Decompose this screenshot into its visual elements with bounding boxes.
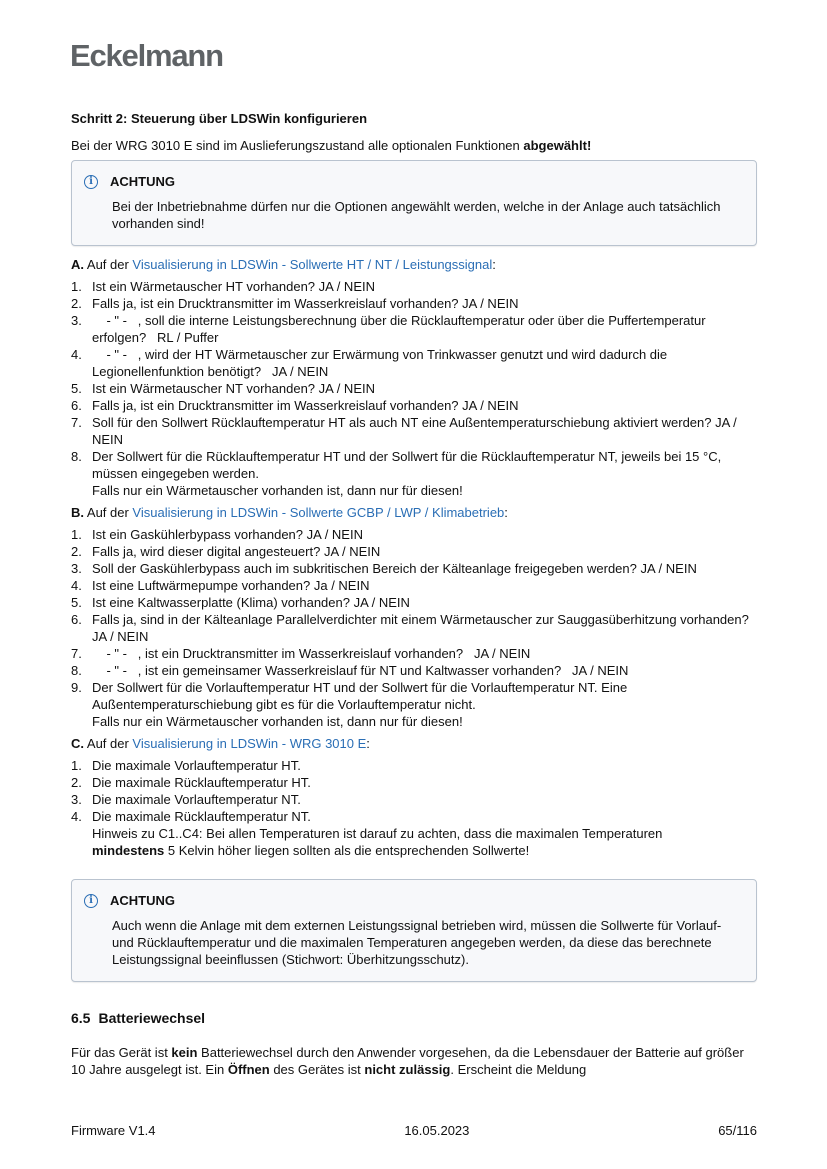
- text-run: Für das Gerät ist: [71, 1045, 172, 1060]
- warning-note: [71, 879, 757, 982]
- intro-text: Bei der WRG 3010 E sind im Auslieferungszustand alle optionalen Funktionen: [71, 138, 524, 153]
- warning-note: [71, 160, 757, 246]
- item-text: Der Sollwert für die Rücklauftemperatur HT und der Sollwert für die Rücklauftemperatur NT, jeweils bei 15 °C, müssen eingegeben werden.: [92, 449, 722, 481]
- list-item: [71, 577, 757, 594]
- item-number: 1.: [71, 527, 82, 542]
- list-item: [71, 278, 757, 295]
- item-text: Der Sollwert für die Vorlauftemperatur HT und der Sollwert für die Vorlauftemperatur NT. Eine Außentemperaturschiebung gibt es für die Vorlauftemperatur nicht.: [92, 680, 628, 712]
- item-number: 6.: [71, 398, 82, 413]
- item-number: 2.: [71, 296, 82, 311]
- item-number: 2.: [71, 544, 82, 559]
- item-number: 9.: [71, 680, 82, 695]
- section-a-heading: [71, 256, 757, 273]
- item-number: 2.: [71, 775, 82, 790]
- list-item: [71, 380, 757, 397]
- item-number: 4.: [71, 809, 82, 824]
- footer-date: 16.05.2023: [404, 1123, 470, 1138]
- section-a-list: [71, 278, 757, 499]
- intro-paragraph: [71, 137, 757, 154]
- section-b-heading: [71, 504, 757, 521]
- section-suffix: :: [504, 505, 508, 520]
- section-title: Batteriewechsel: [98, 1010, 206, 1026]
- item-number: 3.: [71, 792, 82, 807]
- item-text: - " - , ist ein Drucktransmitter im Wasserkreislauf vorhanden? JA / NEIN: [92, 646, 531, 661]
- item-number: 4.: [71, 578, 82, 593]
- list-item: [71, 414, 757, 448]
- footer-page-number: 65/116: [718, 1123, 757, 1138]
- list-item: [71, 645, 757, 662]
- note-title: ACHTUNG: [110, 174, 175, 189]
- item-number: 5.: [71, 381, 82, 396]
- section-suffix: :: [366, 736, 370, 751]
- hint-bold: mindestens: [92, 843, 165, 858]
- intro-bold: abgewählt!: [523, 138, 592, 153]
- section-c-heading: [71, 735, 757, 752]
- item-text: Falls ja, ist ein Drucktransmitter im Wasserkreislauf vorhanden? JA / NEIN: [92, 398, 519, 413]
- item-text-wrap: [92, 679, 757, 730]
- list-item: [71, 526, 757, 543]
- item-text: Ist ein Gaskühlerbypass vorhanden? JA / NEIN: [92, 527, 363, 542]
- bold-run: Öffnen: [227, 1062, 270, 1077]
- item-text: Die maximale Rücklauftemperatur HT.: [92, 775, 311, 790]
- bold-run: nicht zulässig: [364, 1062, 451, 1077]
- item-number: 7.: [71, 646, 82, 661]
- section-prefix: Auf der: [84, 257, 133, 272]
- list-item: [71, 774, 757, 791]
- note-header: [84, 173, 740, 190]
- item-text: Soll für den Sollwert Rücklauftemperatur HT als auch NT eine Außentemperaturschiebung aktiviert werden? JA / NEIN: [92, 415, 737, 447]
- item-number: 8.: [71, 449, 82, 464]
- list-item: [71, 679, 757, 730]
- list-item: [71, 346, 757, 380]
- item-text: Soll der Gaskühlerbypass auch im subkritischen Bereich der Kälteanlage freigegeben werden? JA / NEIN: [92, 561, 697, 576]
- section-prefix: Auf der: [84, 505, 133, 520]
- eckelmann-logo: Eckelmann: [70, 38, 223, 73]
- item-text: Falls ja, wird dieser digital angesteuert? JA / NEIN: [92, 544, 381, 559]
- item-text: - " - , ist ein gemeinsamer Wasserkreislauf für NT und Kaltwasser vorhanden? JA / NEIN: [92, 663, 629, 678]
- item-text: Falls ja, ist ein Drucktransmitter im Wasserkreislauf vorhanden? JA / NEIN: [92, 296, 519, 311]
- hint-text: Hinweis zu C1..C4: Bei allen Temperaturen ist darauf zu achten, dass die maximalen Temperaturen: [92, 826, 663, 841]
- list-item: [71, 757, 757, 774]
- section-heading: [71, 1009, 757, 1027]
- item-number: 5.: [71, 595, 82, 610]
- item-number: 1.: [71, 758, 82, 773]
- section-letter: B.: [71, 505, 84, 520]
- item-number: 7.: [71, 415, 82, 430]
- footer-firmware: Firmware V1.4: [71, 1123, 156, 1138]
- section-b-link[interactable]: Visualisierung in LDSWin - Sollwerte GCBP / LWP / Klimabetrieb: [132, 505, 505, 520]
- hint-rest: 5 Kelvin höher liegen sollten als die entsprechenden Sollwerte!: [164, 843, 530, 858]
- note-body: Bei der Inbetriebnahme dürfen nur die Optionen angewählt werden, welche in der Anlage auch tatsächlich vorhanden sind!: [112, 199, 721, 231]
- item-number: 1.: [71, 279, 82, 294]
- item-text: Die maximale Rücklauftemperatur NT.: [92, 809, 311, 824]
- item-text: Ist eine Luftwärmepumpe vorhanden? Ja / NEIN: [92, 578, 370, 593]
- item-text: Ist ein Wärmetauscher NT vorhanden? JA / NEIN: [92, 381, 375, 396]
- battery-paragraph: [71, 1044, 757, 1078]
- info-icon: i: [84, 894, 98, 908]
- list-item: [71, 312, 757, 346]
- item-extra: Falls nur ein Wärmetauscher vorhanden ist, dann nur für diesen!: [92, 714, 463, 729]
- item-number: 3.: [71, 561, 82, 576]
- item-text: Die maximale Vorlauftemperatur NT.: [92, 792, 301, 807]
- text-run: . Erscheint die Meldung: [450, 1062, 587, 1077]
- list-item: [71, 560, 757, 577]
- list-item: [71, 295, 757, 312]
- list-item: [71, 594, 757, 611]
- item-number: 8.: [71, 663, 82, 678]
- list-item: [71, 662, 757, 679]
- list-item: [71, 808, 757, 859]
- item-text: Ist ein Wärmetauscher HT vorhanden? JA / NEIN: [92, 279, 375, 294]
- section-a-link[interactable]: Visualisierung in LDSWin - Sollwerte HT / NT / Leistungssignal: [132, 257, 493, 272]
- item-number: 4.: [71, 347, 82, 362]
- note-header: [84, 892, 740, 909]
- text-run: des Gerätes ist: [269, 1062, 365, 1077]
- item-text: Falls ja, sind in der Kälteanlage Parallelverdichter mit einem Wärmetauscher zur Sauggasüberhitzung vorhanden? JA / NEIN: [92, 612, 749, 644]
- info-icon: i: [84, 175, 98, 189]
- item-extra: Falls nur ein Wärmetauscher vorhanden ist, dann nur für diesen!: [92, 483, 463, 498]
- step-title: Schritt 2: Steuerung über LDSWin konfigurieren: [71, 111, 368, 126]
- section-number: 6.5: [71, 1010, 91, 1026]
- list-item: [71, 611, 757, 645]
- list-item: [71, 791, 757, 808]
- bold-run: kein: [171, 1045, 198, 1060]
- note-title: ACHTUNG: [110, 893, 175, 908]
- section-letter: C.: [71, 736, 84, 751]
- list-item: [71, 448, 757, 499]
- item-number: 6.: [71, 612, 82, 627]
- item-text: - " - , wird der HT Wärmetauscher zur Erwärmung von Trinkwasser genutzt und wird dadurch die Legionellenfunktion benötigt? JA / NEIN: [92, 347, 671, 379]
- item-text: Die maximale Vorlauftemperatur HT.: [92, 758, 301, 773]
- item-text-wrap: [92, 448, 757, 499]
- section-c-link[interactable]: Visualisierung in LDSWin - WRG 3010 E: [132, 736, 367, 751]
- list-item: [71, 543, 757, 560]
- item-number: 3.: [71, 313, 82, 328]
- item-text: - " - , soll die interne Leistungsberechnung über die Rücklauftemperatur oder über die Puffertemperatur erfolgen? RL / Puffer: [92, 313, 710, 345]
- item-text: Ist eine Kaltwasserplatte (Klima) vorhanden? JA / NEIN: [92, 595, 410, 610]
- item-text-wrap: [92, 808, 757, 859]
- page-footer: [71, 1122, 757, 1139]
- text-run: Batteriewechsel durch den Anwender vorgesehen, da die Lebensdauer der Batterie auf größer 10 Jahre ausgelegt ist. Ein: [71, 1045, 744, 1077]
- list-item: [71, 397, 757, 414]
- section-b-list: [71, 526, 757, 730]
- page-content: [71, 110, 757, 1078]
- section-prefix: Auf der: [84, 736, 133, 751]
- section-suffix: :: [492, 257, 496, 272]
- note-body: Auch wenn die Anlage mit dem externen Leistungssignal betrieben wird, müssen die Sollwerte für Vorlauf- und Rücklauftemperatur und die maximalen Temperaturen angegeben werden, da diese das berechnete Leistungssignal beeinflussen (Stichwort: Überhitzungsschutz).: [112, 918, 722, 967]
- section-c-list: [71, 757, 757, 859]
- section-letter: A.: [71, 257, 84, 272]
